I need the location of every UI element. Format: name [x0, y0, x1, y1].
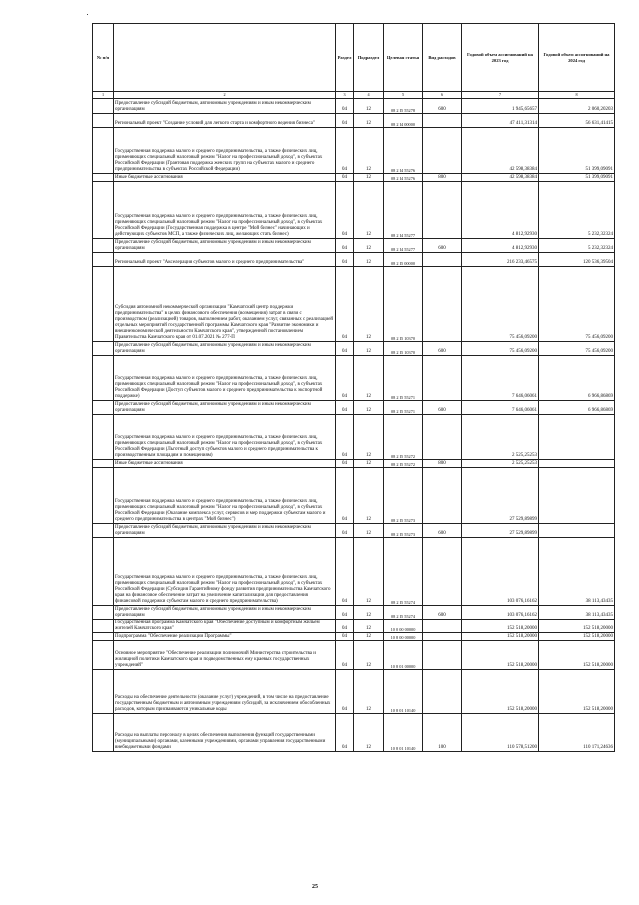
row-section: 04 — [336, 174, 354, 182]
row-number — [93, 342, 114, 356]
column-number: 8 — [539, 92, 615, 99]
row-number — [93, 633, 114, 641]
row-section: 04 — [336, 468, 354, 524]
row-article: 08 2 I4 55277 — [384, 182, 423, 239]
row-amount-2024: 120 536,39504 — [539, 253, 615, 267]
row-amount-2024: 152 518,20000 — [539, 620, 615, 633]
row-section: 04 — [336, 342, 354, 356]
row-number — [93, 182, 114, 239]
row-amount-2023: 103 076,16162 — [462, 538, 539, 606]
row-name: Государственная программа Камчатского края "Обеспечение доступным и комфортным жильем жителей Камчатского края" — [114, 620, 336, 633]
table-row — [93, 641, 615, 670]
row-amount-2023: 152 518,20000 — [462, 670, 539, 714]
row-name: Предоставление субсидий бюджетным, автономным учреждениям и иным некоммерческим организациям — [114, 99, 336, 114]
row-expense-type: 800 — [423, 460, 462, 468]
row-amount-2024 — [539, 468, 615, 524]
table-row — [93, 524, 615, 538]
row-name: Расходы на выплаты персоналу в целях обеспечения выполнения функций государственными (муниципальными) органами, казенными учреждениями, органами управления государственными внебюджетными фондами — [114, 714, 336, 752]
table-row — [93, 267, 615, 342]
row-section: 04 — [336, 670, 354, 714]
row-subsection: 12 — [354, 253, 384, 267]
row-amount-2023: 75 456,09200 — [462, 267, 539, 342]
row-subsection: 12 — [354, 468, 384, 524]
row-article: 10 8 01 00000 — [384, 641, 423, 670]
row-number — [93, 641, 114, 670]
row-amount-2024: 152 518,20000 — [539, 633, 615, 641]
table-row — [93, 538, 615, 606]
row-amount-2024: 51 399,09091 — [539, 128, 615, 174]
row-subsection: 12 — [354, 606, 384, 620]
row-name: Региональный проект "Акселерация субъектов малого и среднего предпринимательства" — [114, 253, 336, 267]
row-amount-2023: 2 525,25253 — [462, 415, 539, 460]
row-expense-type — [423, 253, 462, 267]
row-name: Основное мероприятие "Обеспечение реализации полномочий Министерства строительства и жилищной политики Камчатского края и подведомственных ему краевых государственных учреждений" — [114, 641, 336, 670]
row-number — [93, 253, 114, 267]
row-number — [93, 356, 114, 401]
row-amount-2023: 1 945,65657 — [462, 99, 539, 114]
row-subsection: 12 — [354, 182, 384, 239]
row-expense-type — [423, 114, 462, 128]
table-row — [93, 460, 615, 468]
row-subsection: 12 — [354, 239, 384, 253]
row-amount-2023: 216 233,46575 — [462, 253, 539, 267]
table-row — [93, 415, 615, 460]
row-amount-2023: 27 529,89899 — [462, 468, 539, 524]
row-number — [93, 128, 114, 174]
row-subsection: 12 — [354, 524, 384, 538]
header-subsection: Подраздел — [354, 24, 384, 92]
row-number — [93, 538, 114, 606]
row-amount-2023: 7 646,06061 — [462, 401, 539, 415]
row-amount-2024 — [539, 415, 615, 460]
row-amount-2023: 152 518,20000 — [462, 641, 539, 670]
row-amount-2024: 5 232,32324 — [539, 182, 615, 239]
row-expense-type — [423, 128, 462, 174]
row-subsection: 12 — [354, 342, 384, 356]
row-article: 08 2 I5 55272 — [384, 460, 423, 468]
row-section: 04 — [336, 606, 354, 620]
row-expense-type: 800 — [423, 174, 462, 182]
row-amount-2024: 110 171,24636 — [539, 714, 615, 752]
row-subsection: 12 — [354, 714, 384, 752]
row-expense-type: 600 — [423, 99, 462, 114]
row-name: Подпрограмма "Обеспечение реализации Программы" — [114, 633, 336, 641]
row-name: Субсидия автономной некоммерческой организации "Камчатский центр поддержки предпринимательства" в целях финансового обеспечения (возмещения) затрат в связи с производством (реализацией) товаров, выполнением работ, оказанием услуг, связанных с реализацией отдельных мероприятий государственной программы Камчатского края "Развитие экономики и внешнеэкономической деятельности Камчатского края", утвержденной постановлением Правительства Камчатского края от 01.07.2021 № 277-П — [114, 267, 336, 342]
row-article: 08 2 I4 55276 — [384, 128, 423, 174]
row-section: 04 — [336, 641, 354, 670]
row-amount-2023: 110 578,51200 — [462, 714, 539, 752]
row-number — [93, 114, 114, 128]
row-number — [93, 99, 114, 114]
row-section: 04 — [336, 99, 354, 114]
row-expense-type — [423, 538, 462, 606]
row-amount-2024 — [539, 524, 615, 538]
row-amount-2023: 42 598,38384 — [462, 174, 539, 182]
row-section: 04 — [336, 267, 354, 342]
header-article: Целевая статья — [384, 24, 423, 92]
row-article: 08 2 I5 55274 — [384, 538, 423, 606]
page-number: 25 — [312, 884, 318, 890]
table-row — [93, 401, 615, 415]
row-number — [93, 670, 114, 714]
table-row — [93, 342, 615, 356]
table-row — [93, 253, 615, 267]
row-expense-type — [423, 267, 462, 342]
column-number: 7 — [462, 92, 539, 99]
row-article: 08 2 I5 55273 — [384, 524, 423, 538]
row-section: 04 — [336, 128, 354, 174]
column-number: 2 — [114, 92, 336, 99]
row-subsection: 12 — [354, 401, 384, 415]
row-number — [93, 620, 114, 633]
table-header — [93, 24, 615, 92]
row-amount-2023: 152 518,20000 — [462, 633, 539, 641]
row-name: Иные бюджетные ассигнования — [114, 174, 336, 182]
row-subsection: 12 — [354, 267, 384, 342]
budget-table — [92, 23, 615, 752]
row-section: 04 — [336, 633, 354, 641]
table-row — [93, 128, 615, 174]
row-number — [93, 524, 114, 538]
row-amount-2024: 51 399,09091 — [539, 174, 615, 182]
row-section: 04 — [336, 714, 354, 752]
table-row — [93, 99, 615, 114]
row-name: Иные бюджетные ассигнования — [114, 460, 336, 468]
table-row — [93, 356, 615, 401]
table-row — [93, 114, 615, 128]
row-section: 04 — [336, 114, 354, 128]
row-name: Государственная поддержка малого и среднего предпринимательства, а также физических лиц, применяющих специальный налоговый режим "Налог на профессиональный доход", в субъектах Российской Федерации (Льготный доступ субъектов малого и среднего предпринимательства к производственным площадям и помещениям) — [114, 415, 336, 460]
row-article: 08 2 I5 10370 — [384, 342, 423, 356]
row-expense-type — [423, 182, 462, 239]
column-number: 3 — [336, 92, 354, 99]
row-amount-2024: 6 966,86869 — [539, 401, 615, 415]
row-expense-type: 600 — [423, 606, 462, 620]
row-amount-2023: 42 598,38384 — [462, 128, 539, 174]
row-amount-2023: 4 812,92930 — [462, 182, 539, 239]
column-number: 5 — [384, 92, 423, 99]
row-name: Государственная поддержка малого и среднего предпринимательства, а также физических лиц, применяющих специальный налоговый режим "Налог на профессиональный доход", в субъектах Российской Федерации (Доступ субъектов малого и среднего предпринимательства к экспортной поддержке) — [114, 356, 336, 401]
row-expense-type — [423, 670, 462, 714]
column-number: 6 — [423, 92, 462, 99]
row-subsection: 12 — [354, 356, 384, 401]
row-amount-2024 — [539, 460, 615, 468]
row-number — [93, 468, 114, 524]
row-section: 04 — [336, 538, 354, 606]
row-article: 08 2 I5 55271 — [384, 356, 423, 401]
row-section: 04 — [336, 239, 354, 253]
stray-mark — [87, 14, 88, 15]
row-article: 08 2 I4 00000 — [384, 114, 423, 128]
table-row — [93, 182, 615, 239]
row-expense-type — [423, 620, 462, 633]
row-name: Государственная поддержка малого и среднего предпринимательства, а также физических лиц, применяющих специальный налоговый режим "Налог на профессиональный доход", в субъектах Российской Федерации (Субсидия Гарантийному фонду развития предпринимательства Камчатского края на финансовое обеспечение затрат на увеличение капитализации для предоставления финансовой поддержки субъектам малого и среднего предпринимательства) — [114, 538, 336, 606]
row-subsection: 12 — [354, 174, 384, 182]
column-number: 1 — [93, 92, 114, 99]
header-v2023: Годовой объем ассигнований на 2023 год — [462, 24, 539, 92]
row-name: Расходы на обеспечение деятельности (оказание услуг) учреждений, в том числе на предоставление государственным бюджетным и автономным учреждениям субсидий, за исключением обособленных расходов, которым присваиваются уникальные коды — [114, 670, 336, 714]
row-article: 10 8 01 10140 — [384, 670, 423, 714]
row-amount-2023: 152 518,20000 — [462, 620, 539, 633]
row-subsection: 12 — [354, 538, 384, 606]
row-amount-2024: 75 456,09200 — [539, 267, 615, 342]
row-name: Предоставление субсидий бюджетным, автономным учреждениям и иным некоммерческим организациям — [114, 239, 336, 253]
row-section: 04 — [336, 356, 354, 401]
row-expense-type: 600 — [423, 239, 462, 253]
row-subsection: 12 — [354, 415, 384, 460]
row-amount-2024: 152 518,20000 — [539, 670, 615, 714]
row-expense-type: 600 — [423, 401, 462, 415]
row-number — [93, 415, 114, 460]
header-name — [114, 24, 336, 92]
row-subsection: 12 — [354, 641, 384, 670]
row-amount-2024: 38 113,43435 — [539, 606, 615, 620]
row-number — [93, 714, 114, 752]
row-section: 04 — [336, 620, 354, 633]
row-section: 04 — [336, 415, 354, 460]
row-amount-2023: 27 529,89899 — [462, 524, 539, 538]
row-article: 08 2 I5 55273 — [384, 468, 423, 524]
row-article: 08 2 I5 55278 — [384, 99, 423, 114]
row-amount-2024: 6 966,86869 — [539, 356, 615, 401]
row-expense-type — [423, 468, 462, 524]
row-article: 08 2 I5 55271 — [384, 401, 423, 415]
row-name: Предоставление субсидий бюджетным, автономным учреждениям и иным некоммерческим организациям — [114, 342, 336, 356]
row-section: 04 — [336, 401, 354, 415]
row-section: 04 — [336, 253, 354, 267]
row-section: 04 — [336, 460, 354, 468]
row-amount-2024: 56 631,41415 — [539, 114, 615, 128]
row-expense-type — [423, 356, 462, 401]
row-subsection: 12 — [354, 114, 384, 128]
row-section: 04 — [336, 182, 354, 239]
row-amount-2024: 5 232,32324 — [539, 239, 615, 253]
row-amount-2024: 75 456,09200 — [539, 342, 615, 356]
header-no: № п/п — [93, 24, 114, 92]
row-amount-2023: 75 456,09200 — [462, 342, 539, 356]
row-article: 08 2 I4 55277 — [384, 239, 423, 253]
row-number — [93, 401, 114, 415]
row-subsection: 12 — [354, 633, 384, 641]
column-number-row — [93, 92, 615, 99]
row-article: 10 0 00 00000 — [384, 620, 423, 633]
row-amount-2024: 152 518,20000 — [539, 641, 615, 670]
row-subsection: 12 — [354, 670, 384, 714]
row-number — [93, 239, 114, 253]
row-number — [93, 606, 114, 620]
row-amount-2024: 38 113,43435 — [539, 538, 615, 606]
row-subsection: 12 — [354, 99, 384, 114]
row-expense-type: 100 — [423, 714, 462, 752]
row-article: 08 2 I4 55276 — [384, 174, 423, 182]
row-name: Предоставление субсидий бюджетным, автономным учреждениям и иным некоммерческим организациям — [114, 606, 336, 620]
table-row — [93, 633, 615, 641]
row-section: 04 — [336, 524, 354, 538]
table-row — [93, 670, 615, 714]
row-expense-type — [423, 641, 462, 670]
row-article: 10 8 01 10140 — [384, 714, 423, 752]
row-amount-2023: 7 646,06061 — [462, 356, 539, 401]
row-amount-2024: 2 060,20203 — [539, 99, 615, 114]
row-name: Региональный проект "Создание условий для легкого старта и комфортного ведения бизнеса" — [114, 114, 336, 128]
header-section: Раздел — [336, 24, 354, 92]
row-amount-2023: 2 525,25253 — [462, 460, 539, 468]
row-name: Государственная поддержка малого и среднего предпринимательства, а также физических лиц, применяющих специальный налоговый режим "Налог на профессиональный доход", в субъектах Российской Федерации (Оказание комплекса услуг, сервисов и мер поддержки субъектам малого и среднего предпринимательства в центрах "Мой бизнес") — [114, 468, 336, 524]
row-expense-type — [423, 633, 462, 641]
row-article: 08 2 I5 55272 — [384, 415, 423, 460]
row-number — [93, 267, 114, 342]
table-row — [93, 468, 615, 524]
table-row — [93, 714, 615, 752]
table-row — [93, 174, 615, 182]
row-expense-type — [423, 415, 462, 460]
row-name: Государственная поддержка малого и среднего предпринимательства, а также физических лиц, применяющих специальный налоговый режим "Налог на профессиональный доход", в субъектах Российской Федерации (Грантовая поддержка женских групп на субъектах малого и среднего предпринимательства в субъектах Российской Федерации) — [114, 128, 336, 174]
row-article: 08 2 I5 55274 — [384, 606, 423, 620]
row-subsection: 12 — [354, 620, 384, 633]
row-amount-2023: 103 076,16162 — [462, 606, 539, 620]
row-subsection: 12 — [354, 128, 384, 174]
row-expense-type: 600 — [423, 524, 462, 538]
row-subsection: 12 — [354, 460, 384, 468]
row-amount-2023: 4 812,92930 — [462, 239, 539, 253]
header-v2024: Годовой объем ассигнований на 2024 год — [539, 24, 615, 92]
row-article: 08 2 I5 10370 — [384, 267, 423, 342]
row-name: Государственная поддержка малого и среднего предпринимательства, а также физических лиц, применяющих специальный налоговый режим "Налог на профессиональный доход", в субъектах Российской Федерации (Государственная поддержка в центре "Мой бизнес" начинающих и действующих субъектов МСП, а также физических лиц, желающих стать бизнес) — [114, 182, 336, 239]
row-name: Предоставление субсидий бюджетным, автономным учреждениям и иным некоммерческим организациям — [114, 401, 336, 415]
header-expense: Вид расходов — [423, 24, 462, 92]
row-name: Предоставление субсидий бюджетным, автономным учреждениям и иным некоммерческим организациям — [114, 524, 336, 538]
table-row — [93, 606, 615, 620]
row-number — [93, 460, 114, 468]
row-amount-2023: 47 411,31314 — [462, 114, 539, 128]
table-row — [93, 239, 615, 253]
row-expense-type: 600 — [423, 342, 462, 356]
row-number — [93, 174, 114, 182]
table-row — [93, 620, 615, 633]
column-number: 4 — [354, 92, 384, 99]
row-article: 10 8 00 00000 — [384, 633, 423, 641]
row-article: 08 2 I5 00000 — [384, 253, 423, 267]
